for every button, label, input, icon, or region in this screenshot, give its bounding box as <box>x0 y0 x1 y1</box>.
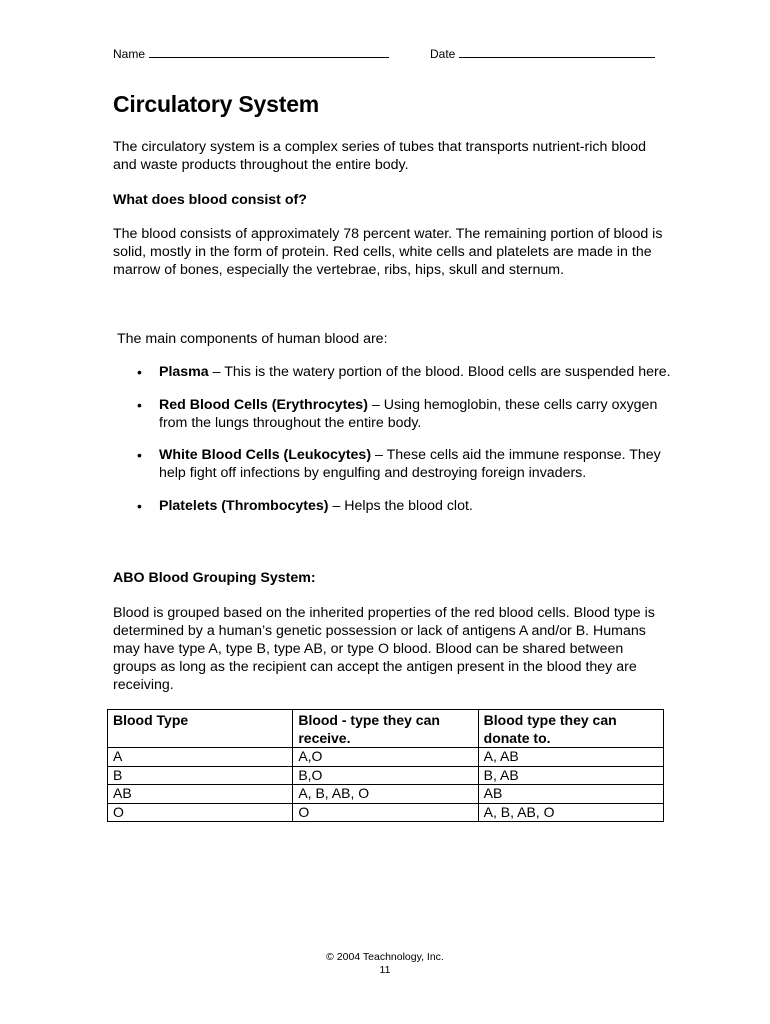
table-cell: A, AB <box>478 748 663 767</box>
table-row <box>108 748 664 767</box>
components-intro: The main components of human blood are: <box>117 331 388 347</box>
table-row <box>108 766 664 785</box>
table-row <box>108 803 664 822</box>
page-number: 11 <box>379 964 391 976</box>
abo-paragraph: Blood is grouped based on the inherited properties of the red blood cells. Blood type is determined by a human’s genetic possession or lack of antigens A and/or B. Humans may have type A, type B, type AB, or type O blood. Blood can be shared between groups as long as the recipient can accept the antigen present in the blood they are receiving. <box>113 605 655 693</box>
components-list <box>113 363 673 530</box>
component-desc: – These cells aid the immune response. They help fight off infections by engulfing and destroying foreign invaders. <box>159 447 661 481</box>
component-desc: – Using hemoglobin, these cells carry oxygen from the lungs throughout the entire body. <box>159 397 658 431</box>
component-desc: – Helps the blood clot. <box>328 498 473 514</box>
table-cell: B, AB <box>478 766 663 785</box>
date-line <box>459 46 655 58</box>
table-cell: O <box>293 803 478 822</box>
table-cell: A, B, AB, O <box>478 803 663 822</box>
component-term: Plasma <box>159 364 209 380</box>
date-field[interactable] <box>430 46 655 61</box>
blood-type-table <box>107 709 664 822</box>
component-term: Red Blood Cells (Erythrocytes) <box>159 397 368 413</box>
bullet-icon: • <box>137 447 142 463</box>
date-label: Date <box>430 47 456 61</box>
name-line <box>149 46 389 58</box>
table-cell: A,O <box>293 748 478 767</box>
table-cell: A, B, AB, O <box>293 785 478 804</box>
table-row <box>108 785 664 804</box>
component-term: Platelets (Thrombocytes) <box>159 498 329 514</box>
page-title: Circulatory System <box>113 91 320 117</box>
section-heading-abo: ABO Blood Grouping System: <box>113 570 316 586</box>
table-cell: B,O <box>293 766 478 785</box>
list-item <box>113 446 673 482</box>
intro-paragraph: The circulatory system is a complex series of tubes that transports nutrient-rich blood and waste products throughout the entire body. <box>113 139 647 173</box>
table-header-cell: Blood Type <box>108 710 293 748</box>
bullet-icon: • <box>137 397 142 413</box>
bullet-icon: • <box>137 364 142 380</box>
name-label: Name <box>113 47 146 61</box>
table-header-row <box>108 710 664 748</box>
table-cell: B <box>108 766 293 785</box>
component-term: White Blood Cells (Leukocytes) <box>159 447 372 463</box>
list-item <box>113 363 673 381</box>
table-header-cell: Blood type they can donate to. <box>478 710 663 748</box>
section-heading-blood-consist: What does blood consist of? <box>113 192 307 208</box>
blood-consist-paragraph: The blood consists of approximately 78 percent water. The remaining portion of blood is solid, mostly in the form of protein. Red cells, white cells and platelets are made in the marrow of bones, especially the vertebrae, ribs, hips, skull and sternum. <box>113 226 663 278</box>
table-cell: O <box>108 803 293 822</box>
table-cell: AB <box>108 785 293 804</box>
page-footer <box>0 951 770 977</box>
component-desc: – This is the watery portion of the blood. Blood cells are suspended here. <box>208 364 671 380</box>
table-header-cell: Blood - type they can receive. <box>293 710 478 748</box>
table-cell: A <box>108 748 293 767</box>
bullet-icon: • <box>137 498 142 514</box>
name-field[interactable] <box>113 46 389 61</box>
table-cell: AB <box>478 785 663 804</box>
copyright-text: © 2004 Teachnology, Inc. <box>326 951 444 963</box>
list-item <box>113 497 673 515</box>
list-item <box>113 396 673 432</box>
